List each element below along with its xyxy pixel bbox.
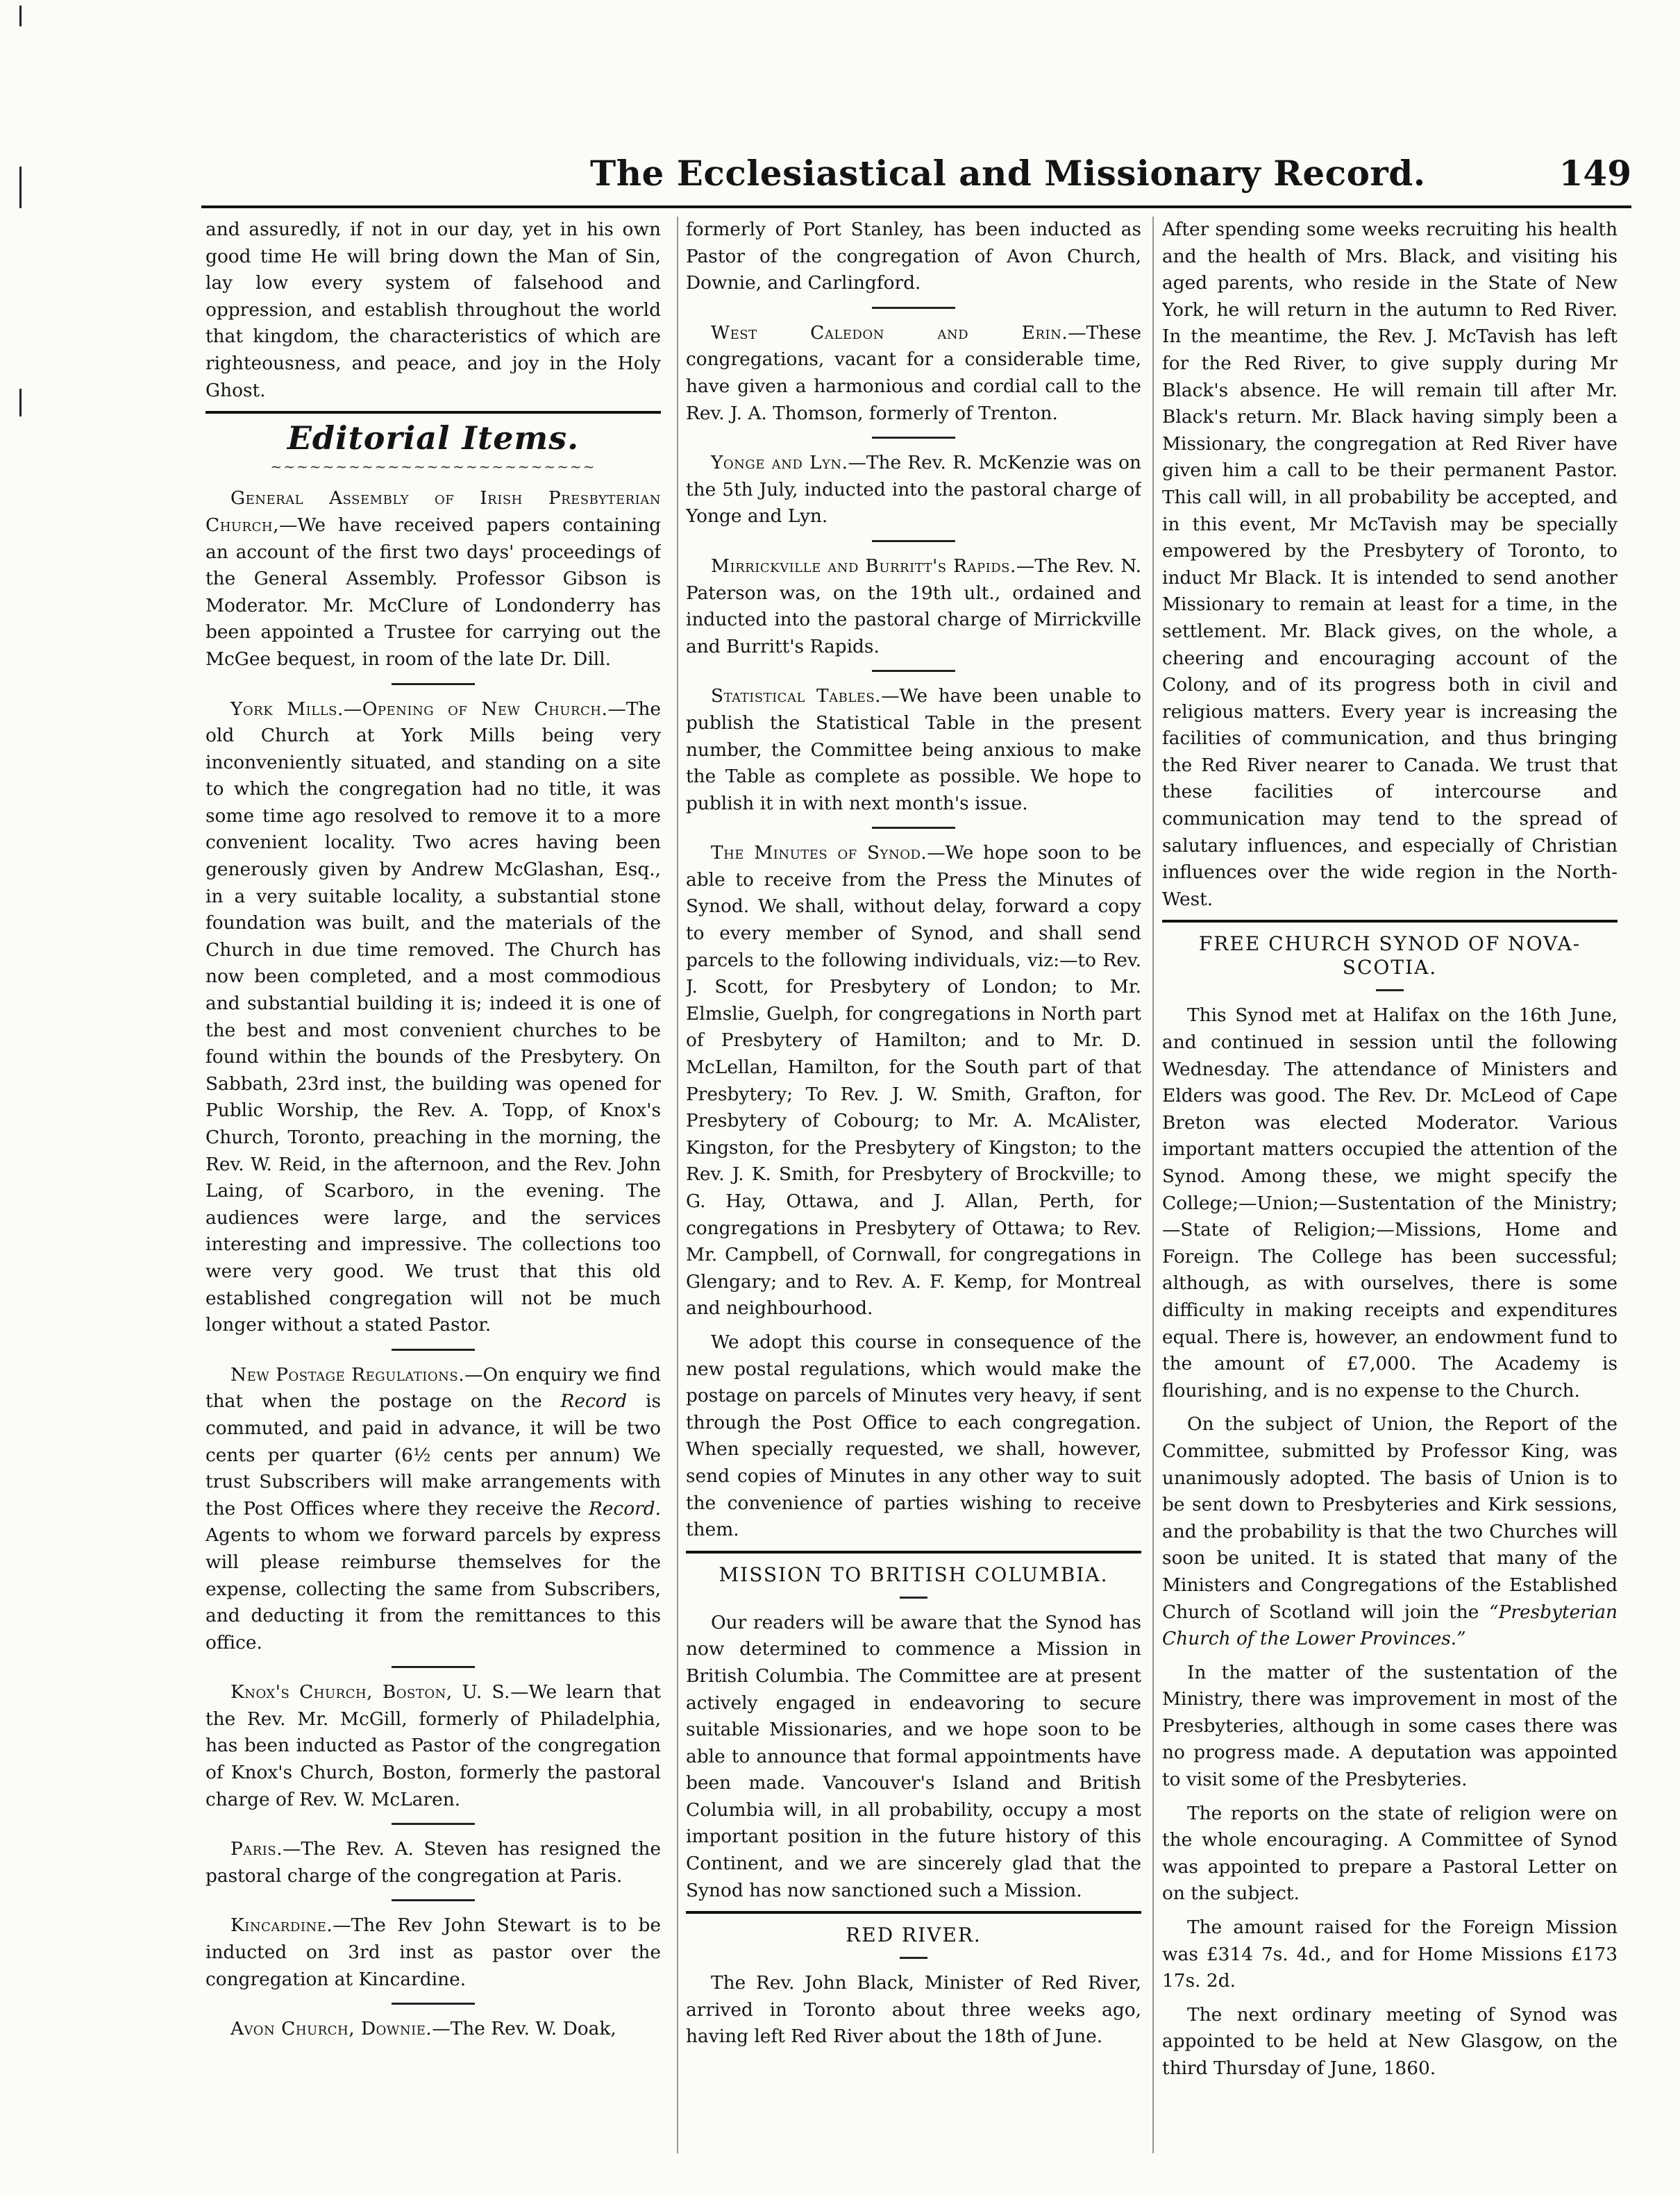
page-number: 149	[1559, 153, 1631, 194]
section-rule	[686, 1911, 1141, 1914]
item-yonge-lyn	[686, 450, 1141, 530]
section-rule	[205, 411, 661, 414]
item-body: —We have received papers containing an account of the first two days' proceedings of the General Assembly. Professor Gibson is Moderator. Mr. McClure of Londonderry has been appointed a Trustee for carrying out the McGee bequest, in room of the late Dr. Dill.	[205, 514, 661, 670]
record-title: Record.	[588, 1497, 661, 1520]
item-separator	[872, 670, 955, 672]
free-church-heading: FREE CHURCH SYNOD OF NOVA-SCOTIA.	[1198, 932, 1581, 979]
editorial-items-heading: Editorial Items.	[287, 419, 580, 457]
item-body: —These congregations, vacant for a considerable time, have given a harmonious and cordial call to the Rev. J. A. Thomson, formerly of Trenton.	[686, 321, 1141, 424]
item-minutes-synod	[686, 840, 1141, 1322]
item-knox-boston	[205, 1679, 661, 1813]
column-1	[205, 217, 661, 2160]
intro-paragraph: and assuredly, if not in our day, yet in his own good time He will bring down the Man of Sin, lay low every system of falsehood and oppression, and establish throughout the world that kingdom, the characteristics of which are righteousness, and peace, and joy in the Holy Ghost.	[205, 219, 661, 401]
free-church-paragraph	[1162, 1411, 1618, 1652]
wavy-rule: ~~~~~~~~~~~~~~~~~~~~~~~~~	[270, 457, 596, 475]
section-rule	[686, 1551, 1141, 1554]
page-header	[201, 153, 1631, 199]
section-rule	[1162, 920, 1618, 923]
scan-edge-mark	[19, 167, 22, 208]
item-heading: New Postage Regulations.	[230, 1363, 465, 1386]
paragraph-text: On the subject of Union, the Report of the Committee, submitted by Professor King, was unanimously adopted. The basis of Union is to be sent down to Presbyteries and Kirk sessions, and the probability is that the two Churches will soon be united. It is stated that many of the Ministers and Congregations of the Established Church of Scotland will join the	[1162, 1413, 1618, 1623]
adopt-paragraph: We adopt this course in consequence of the new postal regulations, which would make the postage on parcels of Minutes very heavy, if sent through the Post Office to each congregation. When specially requested, we shall, however, send copies of Minutes in any other way to suit the convenience of parties wishing to receive them.	[686, 1331, 1141, 1541]
item-body: —We have been unable to publish the Statistical Table in the present number, the Committee being anxious to make the Table as complete as possible. We hope to publish it in with next month's issue.	[686, 685, 1141, 814]
red-river-paragraph: The Rev. John Black, Minister of Red River, arrived in Toronto about three weeks ago, having left Red River about the 18th of June.	[686, 1972, 1141, 2048]
free-church-paragraph: This Synod met at Halifax on the 16th June, and continued in session until the following Wednesday. The attendance of Ministers and Elders was good. The Rev. Dr. McLeod of Cape Breton was elected Moderator. Various important matters occupied the attention of the Synod. Among these, we might specify the College;—Union;—Sustentation of the Ministry;—State of Religion;—Missions, Home and Foreign. The College has been successful; although, as with ourselves, there is some difficulty in making receipts and expenditures equal. There is, however, an endowment fund to the amount of £7,000. The Academy is flourishing, and is no expense to the Church.	[1162, 1004, 1618, 1401]
item-heading: Yonge and Lyn.	[711, 452, 848, 474]
item-separator	[872, 827, 955, 829]
column-divider	[677, 217, 678, 2153]
free-church-paragraph: The reports on the state of religion were on the whole encouraging. A Committee of Synod was appointed to prepare a Pastoral Letter on on the subject.	[1162, 1802, 1618, 1905]
item-paris	[205, 1836, 661, 1889]
item-separator	[872, 540, 955, 542]
item-separator	[900, 1957, 927, 1959]
item-mirrickville	[686, 553, 1141, 660]
item-kincardine	[205, 1912, 661, 1993]
item-heading: York Mills.—Opening of New Church.	[230, 698, 608, 720]
scan-edge-mark	[19, 6, 22, 26]
item-general-assembly	[205, 485, 661, 673]
item-separator	[392, 1823, 475, 1825]
item-heading: Paris.	[230, 1838, 283, 1860]
red-river-continuation: After spending some weeks recruiting his health and the health of Mrs. Black, and visiting his aged parents, who reside in the State of New York, he will return in the autumn to Red River. In the meantime, the Rev. J. McTavish has left for the Red River, to give supply during Mr Black's absence. He will remain till after Mr. Black's return. Mr. Black having simply been a Missionary, the congregation at Red River have given him a call to be their permanent Pastor. This call will, in all probability be accepted, and in this event, Mr McTavish may be specially empowered by the Presbytery of Toronto, to induct Mr Black. It is intended to send another Missionary to remain at least for a time, in the settlement. Mr. Black gives, on the whole, a cheering and encouraging account of the Colony, and of its progress both in civil and religious matters. Every year is increasing the facilities of communication, and thus bringing the Red River nearer to Canada. We trust that these facilities of intercourse and communication may tend to the spread of salutary influences, and especially of Christian influences over the wide region in the North-West.	[1162, 219, 1618, 910]
free-church-paragraph: The next ordinary meeting of Synod was appointed to be held at New Glasgow, on the third Thursday of June, 1860.	[1162, 2003, 1618, 2079]
column-2	[686, 217, 1141, 2160]
record-title: Record	[560, 1390, 628, 1413]
item-heading: Avon Church, Downie.	[230, 2018, 432, 2040]
item-body: —On enquiry we find that when the postage on the	[205, 1363, 661, 1413]
item-york-mills	[205, 696, 661, 1339]
item-separator	[392, 1899, 475, 1901]
item-separator	[392, 683, 475, 685]
church-name-italic: “Presbyterian Church of the Lower Provinces.”	[1162, 1601, 1618, 1650]
item-separator	[872, 307, 955, 309]
item-body: Agents to whom we forward parcels by express will please reimburse themselves for the expense, collecting the same from Subscribers, and deducting it from the remittances to this office.	[205, 1524, 661, 1653]
mission-paragraph: Our readers will be aware that the Synod has now determined to commence a Mission in British Columbia. The Committee are at present actively engaged in endeavoring to secure suitable Missionaries, and we hope soon to be able to announce that formal appointments have been made. Vancouver's Island and British Columbia will, in all probability, occupy a most important position in the future history of this Continent, and we are sincerely glad that the Synod has now sanctioned such a Mission.	[686, 1611, 1141, 1901]
item-heading: Knox's Church, Boston, U. S.	[230, 1681, 511, 1703]
column-3	[1162, 217, 1618, 2160]
item-body: —The Rev. N. Paterson was, on the 19th ult., ordained and inducted into the pastoral charge of Mirrickville and Burritt's Rapids.	[686, 555, 1141, 657]
item-body: is commuted, and paid in advance, it will be two cents per quarter (6½ cents per annum) We trust Subscribers will make arrangements with the Post Offices where they receive the	[205, 1390, 661, 1520]
item-body: —The Rev John Stewart is to be inducted on 3rd inst as pastor over the congregation at Kincardine.	[205, 1914, 661, 1990]
item-avon-church	[205, 2016, 661, 2043]
item-separator	[392, 2003, 475, 2005]
item-separator	[392, 1666, 475, 1668]
item-statistical-tables	[686, 683, 1141, 817]
item-heading: Kincardine.	[230, 1914, 333, 1937]
item-body: —The Rev. W. Doak,	[432, 2018, 616, 2040]
item-separator	[1376, 989, 1404, 991]
item-separator	[900, 1597, 927, 1599]
item-heading: Mirrickville and Burritt's Rapids.	[711, 555, 1016, 577]
item-west-caledon	[686, 320, 1141, 427]
item-heading: The Minutes of Synod.	[711, 842, 927, 864]
mission-heading: MISSION TO BRITISH COLUMBIA.	[719, 1563, 1109, 1586]
item-separator	[392, 1349, 475, 1351]
item-body: —The old Church at York Mills being very inconveniently situated, and standing on a site to which the congregation had no title, it was some time ago resolved to remove it to a more convenient locality. Two acres having been generously given by Andrew McGlashan, Esq., in a very suitable locality, a substantial stone foundation was built, and the materials of the Church in due time removed. The Church has now been completed, and a most commodious and substantial building it is; indeed it is one of the best and most convenient churches to be found within the bounds of the Presbytery. On Sabbath, 23rd inst, the building was opened for Public Worship, the Rev. A. Topp, of Knox's Church, Toronto, preaching in the morning, the Rev. W. Reid, in the afternoon, and the Rev. John Laing, of Scarboro, in the evening. The audiences were large, and the services interesting and impressive. The collections too were very good. We trust that this old established congregation will not be much longer without a stated Pastor.	[205, 698, 661, 1336]
publication-title: The Ecclesiastical and Missionary Record.	[590, 153, 1426, 194]
avon-continuation: formerly of Port Stanley, has been inducted as Pastor of the congregation of Avon Church, Downie, and Carlingford.	[686, 219, 1141, 294]
item-heading: General Assembly of Irish Presbyterian Church,	[205, 487, 661, 536]
free-church-paragraph: The amount raised for the Foreign Mission was £314 7s. 4d., and for Home Missions £173 17s. 2d.	[1162, 1917, 1618, 1992]
header-rule	[201, 205, 1631, 208]
item-new-postage	[205, 1362, 661, 1657]
scan-edge-mark	[19, 389, 22, 416]
item-body: —We hope soon to be able to receive from the Press the Minutes of Synod. We shall, without delay, forward a copy to every member of Synod, and shall send parcels to the following individuals, viz:—to Rev. J. Scott, for Presbytery of London; to Mr. Elmslie, Guelph, for congregations in North part of Presbytery of Hamilton; and to Mr. D. McLellan, Hamilton, for the South part of that Presbytery; To Rev. J. W. Smith, Grafton, for Presbytery of Cobourg; to Mr. A. McAlister, Kingston, for the Presbytery of Kingston; to the Rev. J. K. Smith, for Presbytery of Brockville; to G. Hay, Ottawa, and J. Allan, Perth, for congregations in Presbytery of Ottawa; to Rev. Mr. Campbell, of Cornwall, for congregations in Glengary; and to Rev. A. F. Kemp, for Montreal and neighbourhood.	[686, 842, 1141, 1320]
item-heading: West Caledon and Erin.	[711, 321, 1068, 344]
item-body: —The Rev. R. McKenzie was on the 5th July, inducted into the pastoral charge of Yonge and Lyn.	[686, 452, 1141, 528]
column-divider	[1152, 217, 1154, 2153]
item-separator	[872, 437, 955, 439]
free-church-paragraph: In the matter of the sustentation of the Ministry, there was improvement in most of the Presbyteries, although in some cases there was no progress made. A deputation was appointed to visit some of the Presbyteries.	[1162, 1661, 1618, 1791]
item-heading: Statistical Tables.	[711, 685, 882, 707]
item-body: —We learn that the Rev. Mr. McGill, formerly of Philadelphia, has been inducted as Pastor of the congregation of Knox's Church, Boston, formerly the pastoral charge of Rev. W. McLaren.	[205, 1681, 661, 1810]
red-river-heading: RED RIVER.	[846, 1924, 982, 1947]
item-body: —The Rev. A. Steven has resigned the pastoral charge of the congregation at Paris.	[205, 1838, 661, 1887]
